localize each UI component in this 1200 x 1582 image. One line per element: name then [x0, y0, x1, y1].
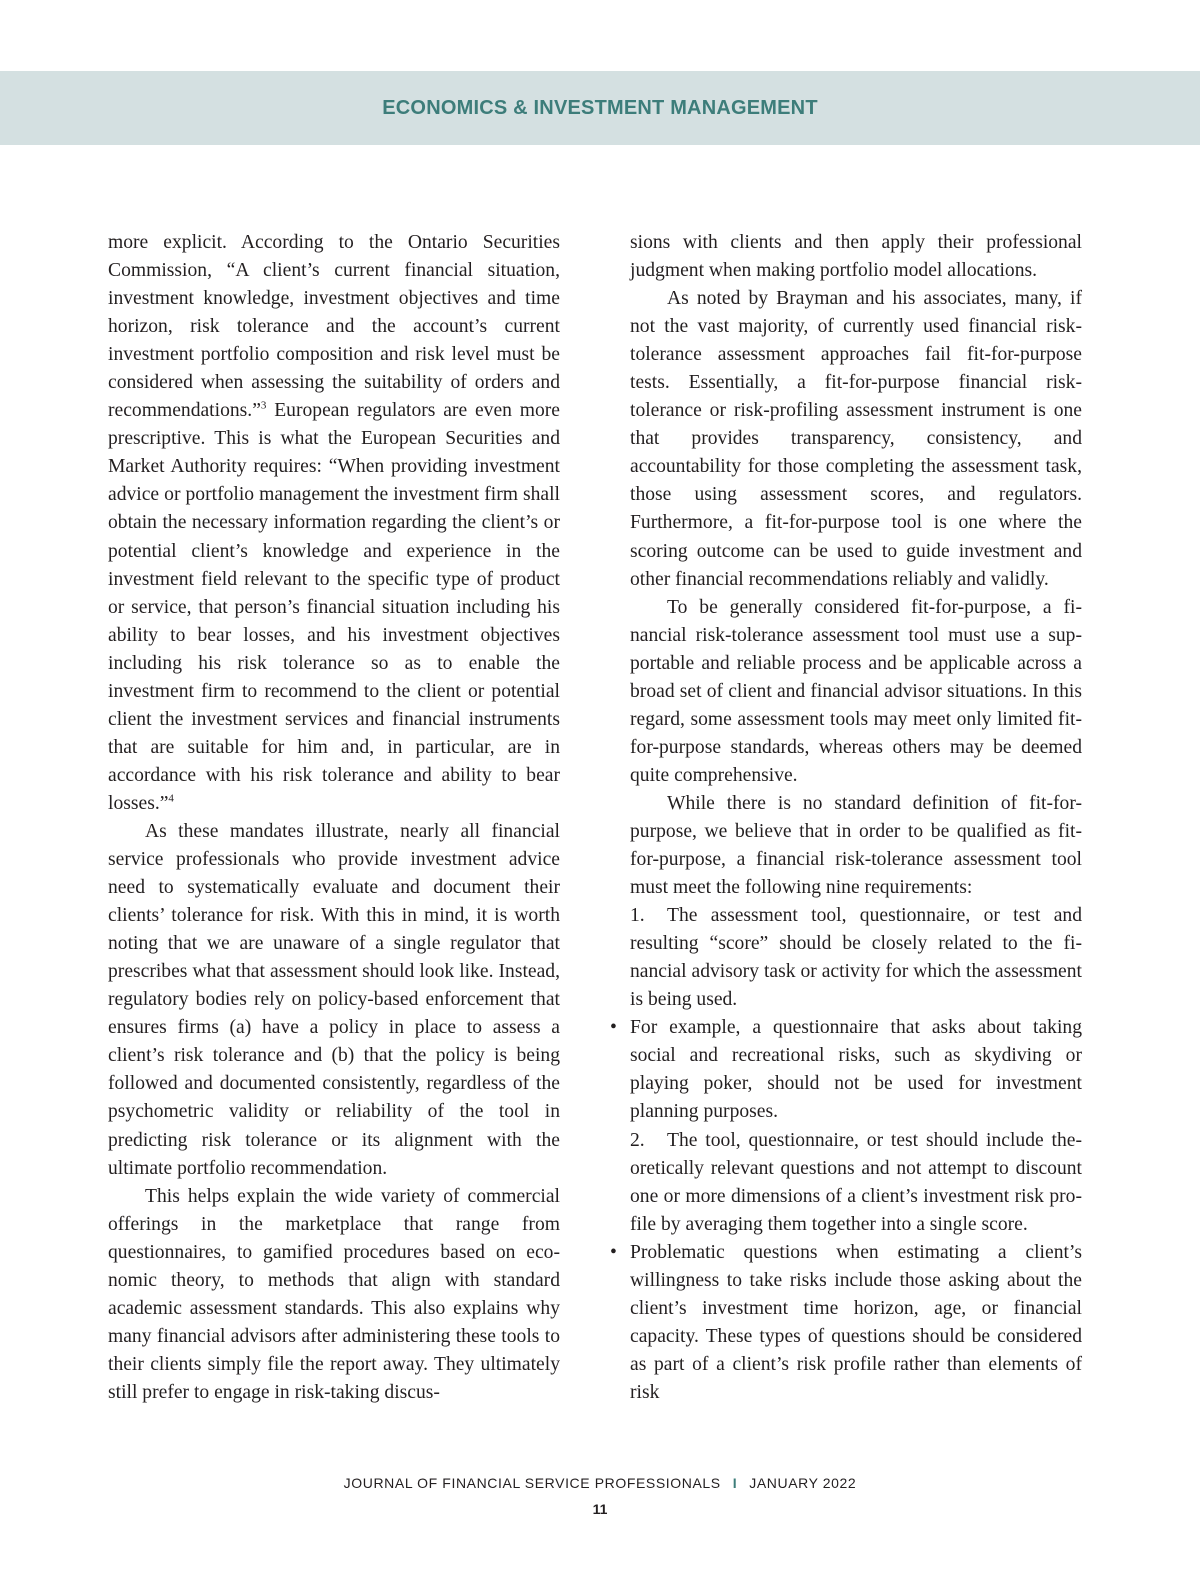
section-header-band	[0, 71, 1200, 145]
bullet-item	[610, 1239, 1082, 1407]
item-number: 1.	[630, 905, 645, 927]
item-text: The tool, questionnaire, or test should include theoretically relevant questions and not attempt to discount one or more dimensions of a client’s investment risk profile by averaging them together into a single score.	[630, 1129, 1082, 1235]
bullet-icon: •	[610, 1017, 617, 1039]
left-column	[108, 229, 560, 1407]
footnote-marker: 4	[168, 792, 174, 805]
bullet-icon: •	[610, 1241, 617, 1263]
right-column	[610, 229, 1082, 1407]
requirement-item-1	[630, 902, 1082, 1014]
paragraph-text: more explicit. According to the Ontario Securities Commission, “A client’s current financial situation, investment knowledge, investment objectives and time horizon, risk tolerance and the account’s current investment portfolio composition and risk level must be considered when assessing the suitability of orders and recommendations.”	[108, 232, 560, 422]
paragraph: This helps explain the wide variety of commercial offerings in the marketplace that range from questionnaires, to gamified procedures based on economic theory, to methods that align with standard academic assessment standards. This also explains why many financial advisors after administering these tools to their clients simply file the report away. They ultimately still prefer to engage in risk-taking discus-	[108, 1185, 560, 1403]
footnote-marker: 3	[260, 399, 267, 412]
paragraph: As these mandates illustrate, nearly all financial service professionals who provide investment advice need to systematically evaluate and document their clients’ tolerance for risk. With this in mind, it is worth noting that we are unaware of a single regulator that prescribes what that assessment should look like. Instead, regulatory bodies rely on policy-based enforcement that ensures firms (a) have a policy in place to assess a client’s risk tolerance and (b) that the policy is being followed and documented consistently, regardless of the psychometric validity or reliability of the tool in predicting risk tolerance or its alignment with the ultimate portfolio recommendation.	[108, 820, 560, 1179]
paragraph: As noted by Brayman and his associates, many, if not the vast majority, of currently used financial risk-tolerance assessment approaches fail fit-for-purpose tests. Essentially, a fit-for-purpose financial risk-tolerance or risk-profiling assessment instrument is one that provides transparency, consistency, and accountability for those completing the assessment task, those using assessment scores, and regulators. Furthermore, a fit-for-purpose tool is one where the scoring outcome can be used to guide investment and other financial recommendations reliably and validly.	[630, 288, 1082, 590]
page-number: 11	[592, 1501, 608, 1517]
section-title: ECONOMICS & INVESTMENT MANAGEMENT	[382, 96, 818, 119]
issue-date: JANUARY 2022	[749, 1475, 857, 1491]
paragraph: While there is no standard definition of fit-for-purpose, we believe that in order to be qualified as fit-for-purpose, a financial risk-tolerance assessment tool must meet the following nine requirements:	[630, 792, 1082, 899]
journal-name: JOURNAL OF FINANCIAL SERVICE PROFESSIONALS	[343, 1475, 721, 1491]
paragraph-text: European regulators are even more prescriptive. This is what the European Securities and Market Authority requires: “When providing investment advice or portfolio management the investment firm shall obtain the necessary information regarding the client’s or potential client’s knowledge and experience in the investment field relevant to the specific type of product or service, that person’s financial situation including his ability to bear losses, and his investment objectives including his risk tolerance so as to enable the investment firm to recommend to the client or potential client the investment services and financial instruments that are suitable for him and, in particular, are in accordance with his risk tolerance and ability to bear losses.”	[108, 400, 560, 814]
footer-journal-line	[0, 1475, 1200, 1491]
requirement-item-2	[630, 1127, 1082, 1239]
bullet-text: For example, a questionnaire that asks about taking social and recreational risks, such as skydiving or playing poker, should not be used for investment planning purposes.	[630, 1017, 1082, 1123]
bullet-item	[610, 1014, 1082, 1126]
item-number: 2.	[630, 1129, 645, 1151]
bullet-text: Problematic questions when estimating a client’s willingness to take risks include those asking about the client’s investment time horizon, age, or financial capacity. These types of questions should be considered as part of a client’s risk profile rather than elements of risk	[630, 1241, 1082, 1403]
footer-separator: I	[732, 1475, 738, 1491]
paragraph: To be generally considered fit-for-purpose, a financial risk-tolerance assessment tool must use a supportable and reliable process and be applicable across a broad set of client and financial advisor situations. In this regard, some assessment tools may meet only limited fit-for-purpose standards, whereas others may be deemed quite comprehensive.	[630, 596, 1082, 786]
item-text: The assessment tool, questionnaire, or test and resulting “score” should be closely related to the financial advisory task or activity for which the assessment is being used.	[630, 905, 1082, 1011]
paragraph: sions with clients and then apply their professional judgment when making portfolio model allocations.	[630, 232, 1082, 282]
paragraph	[108, 229, 560, 818]
